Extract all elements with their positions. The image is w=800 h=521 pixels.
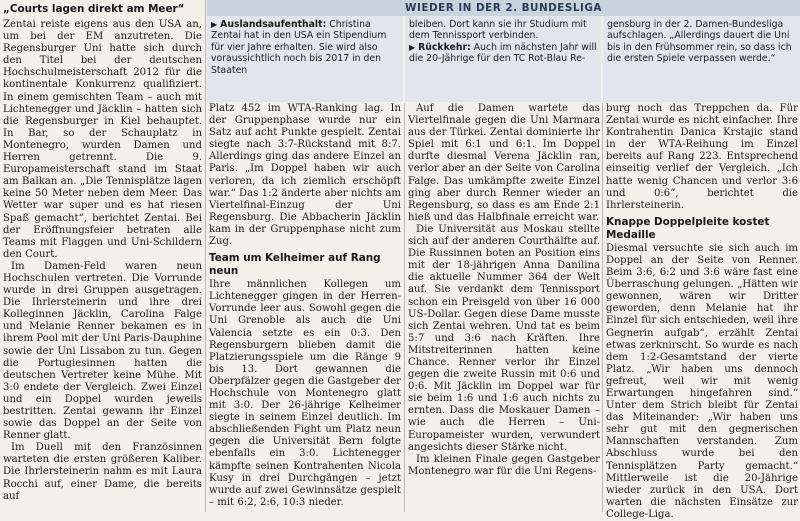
info-text: gensburg in der 2. Damen-Bundesliga aufschlagen. „Allerdings dauert die Uni bis in den Frühsommer rein, so dass ich die ersten Spiele verpassen werde.“: [607, 19, 792, 65]
info-label: Rückkehr:: [418, 41, 471, 53]
info-label: Auslandsaufenthalt:: [220, 19, 327, 30]
paragraph: Im Duell mit den Französinnen warteten die ersten größeren Kaliber. Die Ihrlersteinerin nahm es mit Laura Rocchi auf, einer Dame, die bereits auf: [3, 442, 202, 502]
triangle-bullet-icon: ▶: [211, 20, 218, 29]
info-text: Christina Zentai hat in den USA ein Stipendium für vier Jahre erhalten. Sie wird also voraussichtlich noch bis 2017 in den Staaten: [211, 19, 387, 76]
article-headline: „Courts lagen direkt am Meer“: [3, 3, 185, 15]
column-1: [3, 19, 202, 503]
subheadline: Knappe Doppelpleite kostet Medaille: [606, 215, 770, 241]
paragraph: Die Universität aus Moskau stellte sich auf der anderen Courthälfte auf. Die Russinnen boten an Position eins mit der 18-jährigen Anna Danilina die aktuelle Nummer 364 der Welt auf. Sie verdankt dem Tennissport schon ein Preisgeld von über 16 000 US-Dollar. Gegen diese Dame musste sich Zentai wehren. Und tat es beim 5:7 und 3:6 nach Kräften. Ihre Mitstreiterinnen hatten keine Chance. Renner verlor ihr Einzel gegen die zweite Russin mit 0:6 und 0:6. Mit Jäcklin im Doppel war für sie beim 1:6 und 1:6 auch nichts zu ernten. Dass die Moskauer Damen – wie auch die Herren – Uni-Europameister wurden, verwundert angesichts dieser Stärke nicht.: [408, 223, 600, 453]
paragraph: Im Damen-Feld waren neun Hochschulen vertreten. Die Vorrunde wurde in drei Gruppen ausgetragen. Die Ihrlersteinerin und ihre drei Kolleginnen Jäcklin, Carolina Falge und Melanie Renner bekamen es in ihrem Pool mit der Uni Paris-Dauphine sowie der Uni Lissabon zu tun. Gegen die Portugiesinnen hatten die deutschen Vertreter keine Mühe. Mit 3:0 endete der Vergleich. Zwei Einzel und ein Doppel wurden jeweils bestritten. Zentai gewann ihr Einzel sowie das Doppel an der Seite von Renner glatt.: [3, 260, 202, 442]
info-box-title: WIEDER IN DER 2. BUNDESLIGA: [405, 2, 602, 14]
paragraph: Auf die Damen wartete das Viertelfinale gegen die Uni Marmara aus der Türkei. Zentai dominierte ihr Spiel mit 6:1 und 6:1. Im Doppel durfte diesmal Verena Jäcklin ran, verlor aber an der Seite von Carolina Falge. Das umkämpfte zweite Einzel ging aber durch Renner wieder an Regensburg, so dass es am Ende 2:1 hieß und das Halbfinale erreicht war.: [408, 103, 600, 223]
info-text: bleiben. Dort kann sie ihr Studium mit dem Tennissport verbinden.: [409, 19, 587, 42]
column-4: [606, 103, 798, 521]
info-box-column-3: [603, 16, 800, 102]
column-2: [209, 103, 401, 509]
info-text: Auch im nächsten Jahr will die 20-Jährige für den TC Rot-Blau Re-: [409, 41, 597, 65]
column-rule: [205, 0, 206, 512]
paragraph: Im kleinen Finale gegen Gastgeber Montenegro war für die Uni Regens-: [408, 453, 600, 477]
info-box-column-1: [207, 16, 403, 102]
paragraph: Zentai reiste eigens aus den USA an, um bei der EM anzutreten. Die Regensburger Uni hatte sich durch den Titel bei der deutschen Hochschulmeisterschaft 2012 für die kontinentale Konkurrenz qualifiziert. In einem gemischten Team – auch mit Lichtenegger und Jäcklin – hatten sich die Regensburger in Kiel behauptet. In Bar, so der Schauplatz in Montenegro, wurden Damen und Herren getrennt. Die 9. Europameisterschaft stand im Staat am Balkan an. „Die Tennisplätze lagen keine 50 Meter neben dem Meer. Das Wetter war super und es hat riesen Spaß gemacht“, berichtet Zentai. Bei der Eröffnungsfeier betraten alle Teams mit Flaggen und Uni-Schildern den Court.: [3, 19, 202, 260]
paragraph: burg noch das Treppchen da. Für Zentai wurde es nicht einfacher. Ihre Kontrahentin Danica Krstajic stand in der WTA-Reihung im Einzel bereits auf Rang 223. Entsprechend einseitig verlief der Vergleich. „Ich hatte wenig Chancen und verlor 3:6 und 0:6“, berichtet die Ihrlersteinerin.: [606, 103, 798, 211]
paragraph: Ihre männlichen Kollegen um Lichtenegger gingen in der Herren-Vorrunde leer aus. Sowohl gegen die Uni Grenoble als auch die Uni Valencia setzte es ein 0:3. Den Regensburgern blieben damit die Platzierungsspiele um die Ränge 9 bis 13. Dort gewannen die Oberpfälzer gegen die Gastgeber der Hochschule von Montenegro glatt mit 3:0. Der 26-jährige Kelheimer siegte in seinem Einzel deutlich. Im abschließenden Fight um Platz neun gegen die Universität Bern folgte ebenfalls ein 3:0. Lichtenegger kämpfte seinen Kontrahenten Nicola Kusy in drei Durchgängen – jetzt wurde auf zwei Gewinnsätze gespielt – mit 6:2, 2:6, 10:3 nieder.: [209, 279, 401, 508]
triangle-bullet-icon: ▶: [409, 42, 416, 52]
info-box-column-2: [405, 16, 601, 102]
subheadline: Team um Kelheimer auf Rang neun: [209, 252, 381, 278]
column-rule: [404, 103, 405, 512]
paragraph: Platz 452 im WTA-Ranking lag. In der Gruppenphase wurde nur ein Satz auf acht Punkte gespielt. Zentai siegte nach 3:7-Rückstand mit 8:7. Allerdings ging das andere Einzel an Paris. „Im Doppel haben wir auch verloren, da ich ziemlich erschöpft war.“ Das 1:2 änderte aber nichts am Viertelfinal-Einzug der Uni Regensburg. Die Abbacherin Jäcklin kam in der Gruppenphase nicht zum Zug.: [209, 103, 401, 248]
paragraph: Diesmal versuchte sie sich auch im Doppel an der Seite von Renner. Beim 3:6, 6:2 und 3:6 wäre fast eine Überraschung gelungen. „Hätten wir gewonnen, wären wir Dritter geworden, denn Melanie hat ihr Einzel für sich entschieden, weil ihre Gegnerin aufgab“, erzählt Zentai etwas zerknirscht. So wurde es nach dem 1:2-Gesamtstand der vierte Platz. „Wir haben uns dennoch gefreut, weil wir mit wenig Erwartungen hingefahren sind.“ Unter dem Strich bleibt für Zentai das Miteinander: „Wir haben uns sehr gut mit den gegnerischen Mannschaften verstanden. Zum Abschluss wurde bei den Tennisplätzen Party gemacht.“ Mittlerweile ist die 20-Jährige wieder zurück in den USA. Dort warten die nächsten Einsätze zur College-Liga.: [606, 242, 798, 520]
column-3: [408, 103, 600, 478]
column-rule: [602, 103, 603, 512]
info-box-header: [207, 0, 800, 16]
